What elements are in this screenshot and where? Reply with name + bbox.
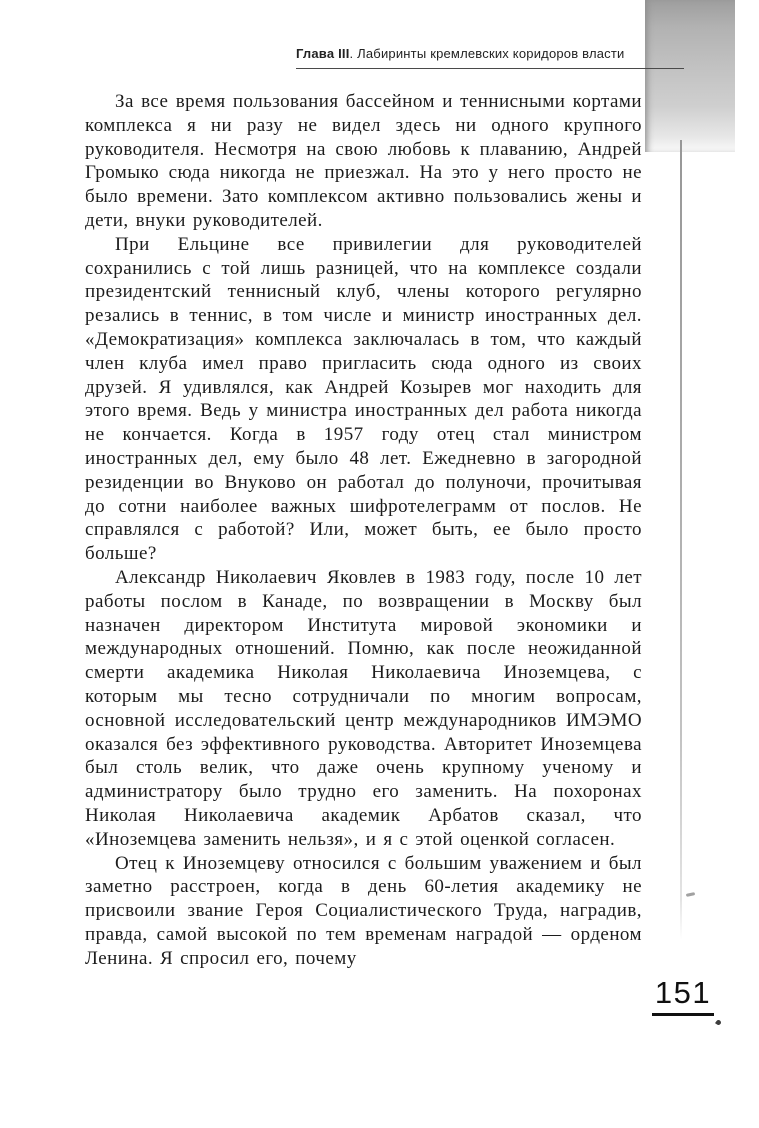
paragraph: Отец к Иноземцеву относился с большим уважением и был заметно расстроен, когда в день 60-летия академику не присвоили звание Героя Социалистического Труда, наградив, правда, самой высокой по тем временам наградой — орденом Ленина. Я спросил его, почему	[85, 852, 642, 969]
paragraph: За все время пользования бассейном и теннисными кортами комплекса я ни разу не видел здесь ни одного крупного руководителя. Несмотря на свою любовь к плаванию, Андрей Громыко сюда никогда не приезжал. На это у него просто не было времени. Зато комплексом активно пользовались жены и дети, внуки руководителей.	[85, 91, 642, 231]
paragraph: Александр Николаевич Яковлев в 1983 году, после 10 лет работы послом в Канаде, по возвращении в Москву был назначен директором Института мировой экономики и международных отношений. Помню, как после неожиданной смерти академика Николая Николаевича Иноземцева, с которым мы тесно сотрудничали по многим вопросам, основной исследовательский центр международников ИМЭМО оказался без эффективного руководства. Авторитет Иноземцева был столь велик, что даже очень крупному ученому и администратору было трудно его заменить. На похоронах Николая Николаевича академик Арбатов сказал, что «Иноземцева заменить нельзя», и я с этой оценкой согласен.	[85, 566, 642, 850]
page-number-rule	[652, 1013, 714, 1016]
body-text	[85, 90, 642, 970]
scan-shadow	[645, 0, 735, 152]
paragraph: При Ельцине все привилегии для руководителей сохранились с той лишь разницей, что на комплексе создали президентский теннисный клуб, члены которого регулярно резались в теннис, в том числе и министр иностранных дел. «Демократизация» комплекса заключалась в том, что каждый член клуба имел право пригласить сюда одного из своих друзей. Я удивлялся, как Андрей Козырев мог находить для этого время. Ведь у министра иностранных дел работа никогда не кончается. Когда в 1957 году отец стал министром иностранных дел, ему было 48 лет. Ежедневно в загородной резиденции во Внуково он работал до полуночи, прочитывая до сотни наиболее важных шифротелеграмм от послов. Не справлялся с работой? Или, может быть, ее было просто больше?	[85, 233, 642, 565]
scan-smudge	[686, 892, 695, 897]
scan-edge-line	[680, 140, 682, 940]
chapter-label: Глава III	[296, 46, 350, 61]
page-number-block	[652, 976, 714, 1016]
page-number: 151	[654, 975, 712, 1010]
running-head-title: . Лабиринты кремлевских коридоров власти	[349, 46, 625, 61]
running-head	[296, 46, 684, 69]
scan-speck	[715, 1019, 722, 1026]
